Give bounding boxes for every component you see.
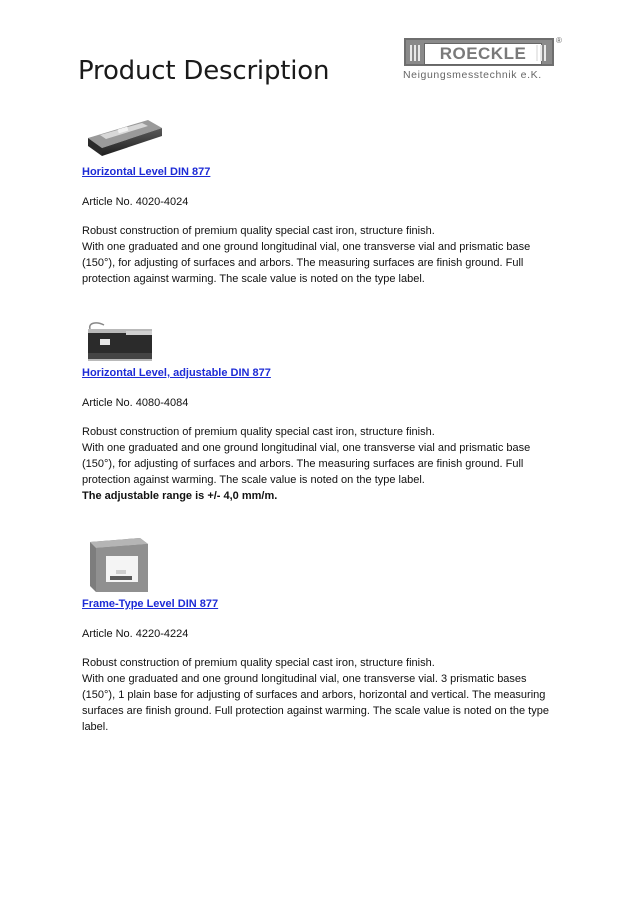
product-description bbox=[82, 223, 562, 287]
product-link[interactable]: Horizontal Level, adjustable DIN 877 bbox=[82, 367, 271, 379]
product-frame-type-level bbox=[82, 536, 562, 735]
product-horizontal-level-adjustable bbox=[82, 319, 562, 504]
logo-bars-right bbox=[536, 45, 548, 61]
logo-frame bbox=[404, 38, 554, 66]
description-line: Robust construction of premium quality special cast iron, structure finish. bbox=[82, 225, 435, 237]
frame-level-image bbox=[82, 536, 154, 594]
description-line: With one graduated and one ground longitudinal vial, one transverse vial and prismatic base (150°), for adjusting of surfaces and arbors. The measuring surfaces are finish ground. Full protection against warming. The scale value is noted on the type label. bbox=[82, 442, 531, 486]
logo-tagline: Neigungsmesstechnik e.K. bbox=[403, 69, 542, 81]
article-number: Article No. 4080-4084 bbox=[82, 397, 189, 409]
registered-mark: ® bbox=[556, 36, 562, 45]
horizontal-level-image bbox=[82, 116, 164, 162]
product-horizontal-level bbox=[82, 116, 562, 287]
product-description bbox=[82, 655, 562, 735]
product-link[interactable]: Horizontal Level DIN 877 bbox=[82, 166, 211, 178]
product-link[interactable]: Frame-Type Level DIN 877 bbox=[82, 598, 219, 610]
company-logo bbox=[402, 38, 564, 88]
description-line: With one graduated and one ground longitudinal vial, one transverse vial and prismatic base (150°), for adjusting of surfaces and arbors. The measuring surfaces are finish ground. Full protection against warming. The scale value is noted on the type label. bbox=[82, 241, 531, 285]
article-number: Article No. 4020-4024 bbox=[82, 196, 189, 208]
description-line: Robust construction of premium quality special cast iron, structure finish. bbox=[82, 426, 435, 438]
logo-bars-left bbox=[410, 45, 422, 61]
adjustable-range-note: The adjustable range is +/- 4,0 mm/m. bbox=[82, 490, 278, 502]
product-description bbox=[82, 424, 562, 504]
adjustable-level-image bbox=[82, 319, 152, 363]
description-line: Robust construction of premium quality special cast iron, structure finish. bbox=[82, 657, 435, 669]
page-title: Product Description bbox=[78, 56, 330, 86]
description-line: With one graduated and one ground longitudinal vial, one transverse vial. 3 prismatic bases (150°), 1 plain base for adjusting of surfaces and arbors, horizontal and vertical. The measuring surfaces are finish ground. Full protection against warming. The scale value is noted on the type label. bbox=[82, 673, 549, 733]
article-number: Article No. 4220-4224 bbox=[82, 628, 189, 640]
logo-name: ROECKLE bbox=[424, 43, 542, 65]
